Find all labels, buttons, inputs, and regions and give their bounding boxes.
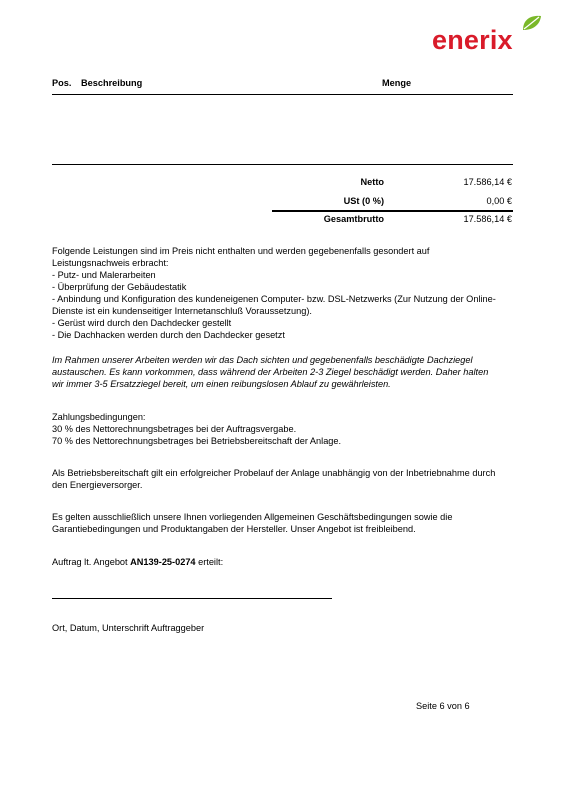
header-divider — [52, 94, 513, 95]
logo-wordmark: enerix — [432, 25, 513, 55]
roof-inspection-note — [52, 354, 518, 390]
exclusion-item: - Überprüfung der Gebäudestatik — [52, 282, 187, 292]
order-prefix: Auftrag lt. Angebot — [52, 557, 131, 567]
exclusion-item: Dienste ist ein kundenseitiger Internetanschluß Voraussetzung). — [52, 306, 312, 316]
exclusions-block — [52, 245, 518, 341]
readiness-line: den Energieversorger. — [52, 480, 143, 490]
netto-value: 17.586,14 € — [463, 177, 512, 187]
netto-label: Netto — [360, 177, 384, 187]
roof-note-line: Im Rahmen unserer Arbeiten werden wir das Dach sichten und gegebenenfalls beschädigte Dachziegel — [52, 355, 473, 365]
order-suffix: erteilt: — [195, 557, 224, 567]
leaf-icon — [521, 14, 543, 32]
ust-value: 0,00 € — [486, 196, 512, 206]
page-number: Seite 6 von 6 — [416, 701, 470, 711]
offer-number: AN139-25-0274 — [130, 557, 196, 567]
exclusion-item: - Anbindung und Konfiguration des kundeneigenen Computer- bzw. DSL-Netzwerks (Zur Nutzung der Online- — [52, 294, 496, 304]
ust-label: USt (0 %) — [343, 196, 384, 206]
payment-terms — [52, 411, 518, 447]
roof-note-line: wir immer 3-5 Ersatzziegel bereit, um einen reibungslosen Ablauf zu gewährleisten. — [52, 379, 391, 389]
payment-terms-line: 30 % des Nettorechnungsbetrages bei der Auftragsvergabe. — [52, 424, 297, 434]
roof-note-line: austauschen. Es kann vorkommen, dass während der Arbeiten 2-3 Ziegel beschädigt werden. Daher halten — [52, 367, 489, 377]
enerix-logo — [432, 14, 544, 56]
operational-readiness-note — [52, 467, 518, 491]
general-terms-note — [52, 511, 518, 535]
exclusion-item: - Die Dachhacken werden durch den Dachdecker gesetzt — [52, 330, 285, 340]
signature-line[interactable] — [52, 598, 332, 599]
readiness-line: Als Betriebsbereitschaft gilt ein erfolgreicher Probelauf der Anlage unabhängig von der Inbetriebnahme durch — [52, 468, 496, 478]
exclusions-intro-line: Folgende Leistungen sind im Preis nicht enthalten und werden gegebenenfalls gesondert auf — [52, 246, 430, 256]
payment-terms-line: 70 % des Nettorechnungsbetrages bei Betriebsbereitschaft der Anlage. — [52, 436, 342, 446]
table-bottom-divider — [52, 164, 513, 165]
terms-line: Es gelten ausschließlich unsere Ihnen vorliegenden Allgemeinen Geschäftsbedingungen sowie die — [52, 512, 453, 522]
signature-label: Ort, Datum, Unterschrift Auftraggeber — [52, 623, 205, 633]
exclusions-intro-line: Leistungsnachweis erbracht: — [52, 258, 169, 268]
terms-line: Garantiebedingungen und Produktangaben der Hersteller. Unser Angebot ist freibleibend. — [52, 524, 416, 534]
payment-terms-title: Zahlungsbedingungen: — [52, 412, 146, 422]
gesamtbrutto-label: Gesamtbrutto — [323, 214, 384, 224]
order-confirmation-line — [52, 556, 518, 568]
exclusion-item: - Putz- und Malerarbeiten — [52, 270, 156, 280]
column-header-pos: Pos. — [52, 78, 72, 88]
gesamtbrutto-value: 17.586,14 € — [463, 214, 512, 224]
column-header-description: Beschreibung — [81, 78, 143, 88]
exclusion-item: - Gerüst wird durch den Dachdecker gestellt — [52, 318, 232, 328]
totals-divider — [272, 210, 513, 212]
column-header-quantity: Menge — [382, 78, 412, 88]
